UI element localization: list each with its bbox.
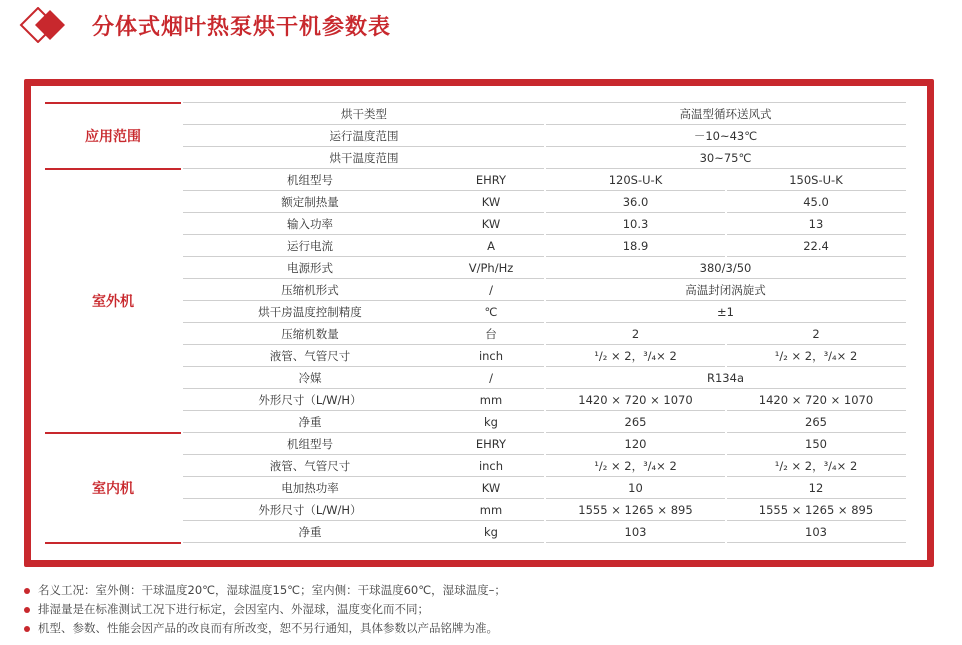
param-unit: / [489, 370, 493, 385]
table-row [183, 455, 906, 477]
param-value-model-b: 150S-U-K [789, 172, 843, 187]
table-row [183, 235, 906, 257]
param-value-model-a: 1555 × 1265 × 895 [578, 502, 693, 517]
diamond-logo-icon [18, 7, 70, 43]
section-divider [45, 168, 181, 170]
table-row [183, 367, 906, 389]
bullet-icon [24, 626, 30, 632]
param-value-model-b: 150 [805, 436, 827, 451]
param-unit: kg [484, 524, 498, 539]
param-unit: EHRY [475, 172, 507, 187]
param-value: 30~75℃ [699, 150, 752, 165]
param-value-model-b: 45.0 [803, 194, 829, 209]
section-divider [45, 542, 181, 544]
param-value-model-a: 120 [624, 436, 647, 451]
param-value-model-a: 265 [624, 414, 647, 429]
param-value-model-b: ¹/₂ × 2，³/₄× 2 [774, 348, 858, 363]
param-value-model-a: 10.3 [622, 216, 649, 231]
table-row [183, 125, 906, 147]
param-value-model-b: ¹/₂ × 2，³/₄× 2 [774, 458, 858, 473]
param-value-model-a: 120S-U-K [608, 172, 663, 187]
note-item: 机型、参数、性能会因产品的改良而有所改变，恕不另行通知，具体参数以产品铭牌为准。 [22, 619, 506, 638]
bullet-icon [24, 607, 30, 613]
section-label: 应用范围 [85, 129, 141, 145]
param-unit: 台 [485, 326, 497, 341]
param-name: 压缩机数量 [281, 326, 339, 341]
table-row [183, 257, 906, 279]
table-row [183, 279, 906, 301]
param-value-model-a: 18.9 [622, 238, 649, 253]
param-unit: V/Ph/Hz [468, 260, 514, 275]
table-row [183, 433, 906, 455]
param-unit: EHRY [475, 436, 507, 451]
param-value: ±1 [717, 304, 734, 319]
param-name: 外形尺寸（L/W/H） [258, 392, 362, 407]
param-unit: kg [484, 414, 498, 429]
param-name: 外形尺寸（L/W/H） [258, 502, 362, 517]
param-value-model-b: 103 [805, 524, 827, 539]
param-unit: KW [481, 216, 501, 231]
param-value: R134a [707, 370, 744, 385]
param-value-model-a: ¹/₂ × 2，³/₄× 2 [594, 458, 677, 473]
table-row [183, 191, 906, 213]
param-unit: mm [479, 392, 503, 407]
param-name: 输入功率 [287, 216, 333, 231]
table-row [183, 169, 906, 191]
param-unit: A [487, 238, 495, 253]
param-name: 净重 [298, 524, 322, 539]
param-name: 额定制热量 [281, 194, 339, 209]
table-row [183, 301, 906, 323]
param-value: －10~43℃ [693, 128, 758, 143]
column-gap [544, 540, 546, 543]
param-unit: inch [478, 348, 504, 363]
table-row [183, 345, 906, 367]
table-row [183, 521, 906, 543]
param-value-model-b: 13 [808, 216, 824, 231]
table-row [183, 477, 906, 499]
section-label: 室内机 [92, 481, 134, 497]
param-name: 机组型号 [287, 172, 333, 187]
param-unit: / [489, 282, 493, 297]
param-value-model-b: 22.4 [803, 238, 829, 253]
section-label: 室外机 [92, 294, 134, 310]
param-name: 净重 [298, 414, 322, 429]
param-name: 液管、气管尺寸 [269, 458, 351, 473]
param-name: 冷媒 [298, 370, 322, 385]
param-name: 液管、气管尺寸 [269, 348, 351, 363]
param-value-model-b: 2 [812, 326, 820, 341]
section-divider [45, 102, 181, 104]
param-unit: inch [478, 458, 504, 473]
param-name: 运行电流 [287, 238, 333, 253]
param-name: 烘干温度范围 [329, 150, 399, 165]
bullet-icon [24, 588, 30, 594]
table-row [183, 213, 906, 235]
param-name: 机组型号 [287, 436, 333, 451]
param-value: 高温型循环送风式 [679, 106, 772, 121]
param-unit: ℃ [484, 304, 498, 319]
param-unit: mm [479, 502, 503, 517]
param-value-model-a: 103 [624, 524, 647, 539]
param-value-model-b: 265 [805, 414, 827, 429]
param-name: 电源形式 [287, 260, 333, 275]
table-row [183, 499, 906, 521]
param-value-model-b: 1555 × 1265 × 895 [758, 502, 874, 517]
param-unit: KW [481, 194, 501, 209]
param-name: 运行温度范围 [329, 128, 399, 143]
notes-list [22, 581, 506, 638]
page-title: 分体式烟叶热泵烘干机参数表 [92, 15, 392, 40]
param-value-model-a: ¹/₂ × 2，³/₄× 2 [594, 348, 677, 363]
table-row [183, 411, 906, 433]
param-name: 烘干房温度控制精度 [258, 304, 362, 319]
param-name: 烘干类型 [341, 106, 387, 121]
param-value-model-b: 12 [808, 480, 824, 495]
table-row [183, 323, 906, 345]
table-row [183, 103, 906, 125]
column-gap [725, 540, 727, 543]
param-name: 电加热功率 [281, 480, 339, 495]
param-value-model-a: 10 [628, 480, 643, 495]
param-value-model-a: 2 [631, 326, 640, 341]
table-row [183, 389, 906, 411]
param-value: 380/3/50 [699, 260, 752, 275]
note-item: 排湿量是在标准测试工况下进行标定，会因室内、外湿球，温度变化而不同； [22, 600, 506, 619]
note-item: 名义工况：室外侧：干球温度20℃，湿球温度15℃；室内侧：干球温度60℃，湿球温度–； [22, 581, 506, 600]
table-row [183, 147, 906, 169]
param-value: 高温封闭涡旋式 [685, 282, 766, 297]
section-divider [45, 432, 181, 434]
param-value-model-a: 1420 × 720 × 1070 [578, 392, 693, 407]
param-name: 压缩机形式 [281, 282, 339, 297]
param-value-model-a: 36.0 [622, 194, 649, 209]
param-unit: KW [481, 480, 501, 495]
param-value-model-b: 1420 × 720 × 1070 [758, 392, 874, 407]
